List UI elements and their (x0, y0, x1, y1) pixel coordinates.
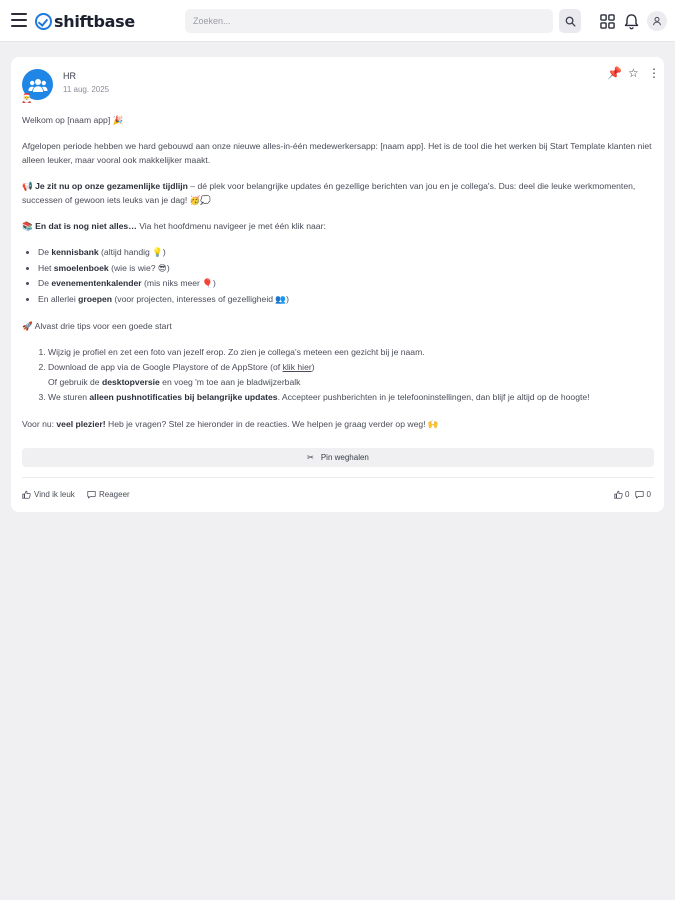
tips-title: 🚀 Alvast drie tips voor een goede start (22, 321, 172, 331)
top-bar (0, 0, 675, 42)
list-item: • En allerlei groepen (voor projecten, interesses of gezelligheid 👥) (38, 292, 652, 308)
menu-list (22, 245, 652, 307)
pin-icon[interactable]: 📌 (607, 66, 622, 80)
list-item: 3. We sturen alleen pushnotificaties bij belangrijke updates. Accepteer pushberichten in je telefooninstellingen, dan blijf je altijd op de hoogte! (48, 390, 652, 405)
search-input[interactable] (185, 9, 553, 33)
logo[interactable] (35, 11, 135, 31)
unpin-label: Pin weghalen (320, 453, 369, 462)
post-author[interactable]: HR (63, 71, 76, 81)
logo-check-icon (35, 13, 52, 30)
comment-icon (87, 490, 96, 499)
post-date: 11 aug. 2025 (63, 85, 110, 94)
timeline-paragraph: 📢 Je zit nu op onze gezamenlijke tijdlijn – dé plek voor belangrijke updates én gezellige berichten van jou en je collega's. Dus: deel die leuke werkmomenten, successen of gewoon iets leuks van je dag! 🥳💭 (22, 181, 636, 205)
reaction-counts (614, 490, 651, 499)
more-options-icon[interactable]: ⋮ (648, 66, 660, 80)
post-intro: Afgelopen periode hebben we hard gebouwd aan onze nieuwe alles-in-één medewerkersapp: [naam app]. Het is de tool die het werken bij Start Template klanten niet alleen leuker, maar vooral ook makkelijker maakt. (22, 141, 652, 165)
menu-paragraph: 📚 En dat is nog niet alles… Via het hoofdmenu navigeer je met één klik naar: (22, 221, 326, 231)
closing-paragraph: Voor nu: veel plezier! Heb je vragen? Stel ze hieronder in de reacties. We helpen je graag verder op weg! 🙌 (22, 419, 439, 429)
list-item: • De evenementenkalender (mis niks meer 🎈) (38, 276, 652, 292)
post-card (11, 57, 664, 512)
thumbs-up-icon (614, 490, 623, 499)
apps-grid-icon[interactable] (597, 11, 617, 31)
list-item: • De kennisbank (altijd handig 💡) (38, 245, 652, 261)
reply-button[interactable] (87, 490, 130, 499)
group-icon (28, 77, 48, 93)
comment-icon (635, 490, 644, 499)
santa-hat-badge-icon: 🎅 (21, 93, 33, 103)
comment-count: 0 (646, 490, 651, 499)
like-button[interactable] (22, 490, 75, 499)
tips-list (22, 345, 652, 405)
search-button[interactable] (559, 9, 581, 33)
unpin-button[interactable] (22, 448, 654, 467)
star-icon[interactable]: ☆ (628, 66, 639, 80)
reply-label: Reageer (99, 490, 130, 499)
like-label: Vind ik leuk (34, 490, 75, 499)
user-avatar-button[interactable] (647, 11, 667, 31)
click-here-link[interactable]: klik hier (282, 362, 312, 372)
search-icon (565, 16, 576, 27)
like-count: 0 (625, 490, 630, 499)
menu-icon[interactable] (11, 13, 27, 27)
thumbs-up-icon (22, 490, 31, 499)
user-icon (652, 16, 662, 26)
unpin-icon: ✂ (307, 453, 314, 462)
list-item: • Het smoelenboek (wie is wie? 😎) (38, 261, 652, 277)
logo-text: shiftbase (54, 11, 135, 31)
list-item: 2. Download de app via de Google Playstore of de AppStore (of klik hier) Of gebruik de desktopversie en voeg 'm toe aan je bladwijzerbalk (48, 360, 652, 390)
bell-icon[interactable] (621, 11, 641, 31)
divider (22, 477, 654, 478)
list-item: 1. Wijzig je profiel en zet een foto van jezelf erop. Zo zien je collega's meteen een gezicht bij je naam. (48, 345, 652, 360)
post-title: Welkom op [naam app] 🎉 (22, 115, 124, 125)
post-body (22, 113, 652, 431)
